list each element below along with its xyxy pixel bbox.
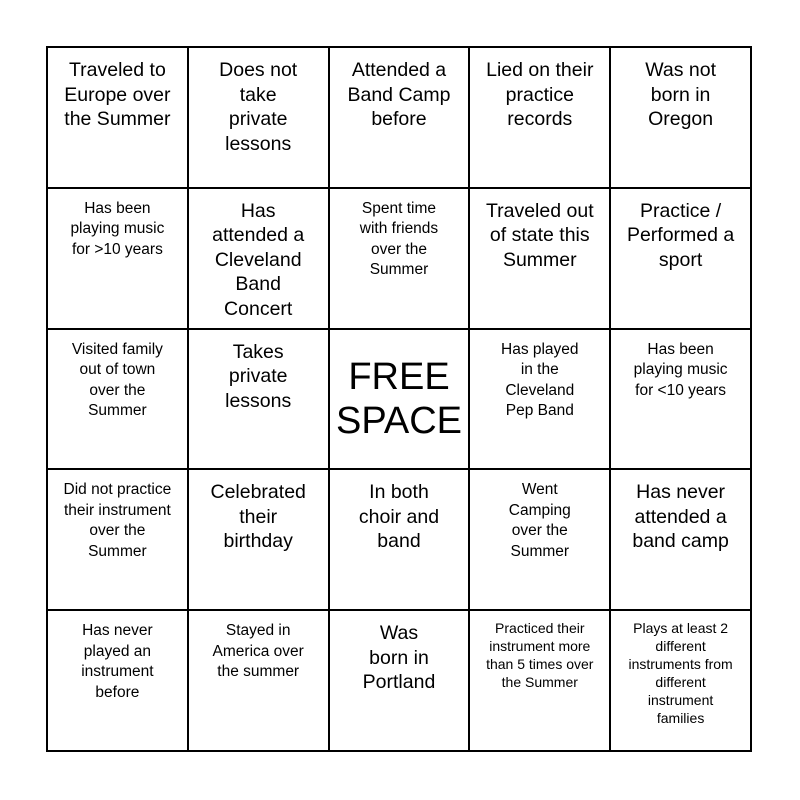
bingo-cell-r4c4[interactable]: [470, 470, 611, 611]
bingo-cell-r1c2[interactable]: [189, 48, 330, 189]
bingo-board: [46, 46, 752, 752]
bingo-cell-text: Celebrated their birthday: [210, 481, 306, 553]
bingo-cell-text: In both choir and band: [358, 481, 440, 553]
bingo-cell-text: Went Camping over the Summer: [508, 481, 571, 560]
bingo-cell-r3c4[interactable]: [470, 330, 611, 471]
bingo-cell-text: Has attended a Cleveland Band Concert: [212, 199, 305, 320]
bingo-cell-r1c5[interactable]: [611, 48, 752, 189]
bingo-cell-r3c5[interactable]: [611, 330, 752, 471]
bingo-cell-r1c3[interactable]: [330, 48, 471, 189]
bingo-cell-text: Practice / Performed a sport: [626, 199, 735, 271]
bingo-cell-r2c2[interactable]: [189, 189, 330, 330]
bingo-cell-r5c4[interactable]: [470, 611, 611, 752]
bingo-cell-text: Has never played an instrument before: [81, 622, 154, 701]
bingo-cell-text: Attended a Band Camp before: [347, 59, 451, 130]
bingo-cell-r2c4[interactable]: [470, 189, 611, 330]
bingo-cell-text: Has played in the Cleveland Pep Band: [501, 340, 579, 420]
bingo-cell-r5c3[interactable]: [330, 611, 471, 752]
bingo-cell-r4c2[interactable]: [189, 470, 330, 611]
bingo-cell-r3c2[interactable]: [189, 330, 330, 471]
bingo-cell-text: Does not take private lessons: [219, 59, 298, 155]
bingo-cell-text: Visited family out of town over the Summer: [71, 340, 163, 420]
bingo-cell-text: Stayed in America over the summer: [212, 622, 304, 681]
bingo-cell-r5c2[interactable]: [189, 611, 330, 752]
bingo-cell-text: Takes private lessons: [225, 340, 292, 412]
free-space-text: FREE SPACE: [335, 355, 462, 442]
bingo-cell-text: Was not born in Oregon: [645, 59, 716, 130]
bingo-cell-r4c3[interactable]: [330, 470, 471, 611]
bingo-cell-r4c5[interactable]: [611, 470, 752, 611]
bingo-cell-text: Has been playing music for <10 years: [633, 340, 728, 399]
bingo-cell-text: Has never attended a band camp: [632, 481, 729, 553]
bingo-cell-r5c5[interactable]: [611, 611, 752, 752]
bingo-cell-r5c1[interactable]: [48, 611, 189, 752]
bingo-cell-free-space[interactable]: [330, 330, 471, 471]
bingo-cell-r1c4[interactable]: [470, 48, 611, 189]
bingo-cell-r2c3[interactable]: [330, 189, 471, 330]
bingo-cell-r4c1[interactable]: [48, 470, 189, 611]
bingo-cell-text: Traveled to Europe over the Summer: [64, 59, 171, 130]
bingo-cell-text: Spent time with friends over the Summer: [359, 199, 439, 279]
bingo-cell-r3c1[interactable]: [48, 330, 189, 471]
bingo-cell-text: Plays at least 2 different instruments from different instrument families: [628, 620, 733, 727]
bingo-cell-text: Traveled out of state this Summer: [485, 199, 594, 271]
bingo-cell-text: Did not practice their instrument over the Summer: [63, 481, 172, 560]
bingo-cell-r1c1[interactable]: [48, 48, 189, 189]
bingo-cell-r2c1[interactable]: [48, 189, 189, 330]
bingo-cell-text: Practiced their instrument more than 5 times over the Summer: [486, 620, 594, 691]
bingo-cell-text: Lied on their practice records: [486, 59, 594, 130]
bingo-cell-r2c5[interactable]: [611, 189, 752, 330]
bingo-cell-text: Was born in Portland: [362, 622, 436, 694]
bingo-cell-text: Has been playing music for >10 years: [70, 199, 165, 258]
